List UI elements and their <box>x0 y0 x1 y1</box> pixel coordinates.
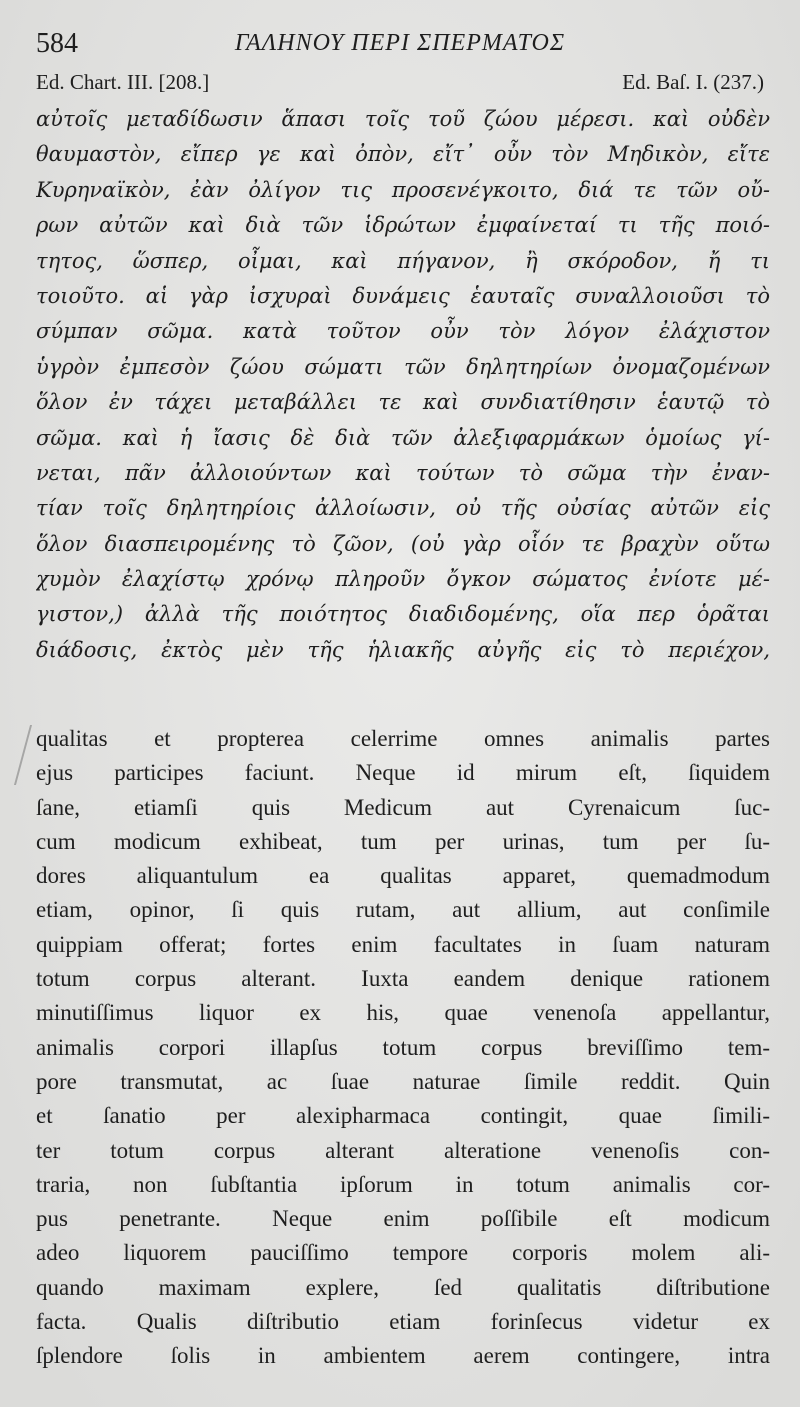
page-header <box>36 28 764 62</box>
latin-text-line: ter totum corpus alterant alteratione venenoſis con- <box>36 1137 770 1163</box>
greek-text-line: χυμὸν ἐλαχίστῳ χρόνῳ πληροῦν ὄγκον σώματος ἐνίοτε μέ- <box>36 567 770 592</box>
latin-text-line: qualitas et propterea celerrime omnes animalis partes <box>36 726 770 751</box>
edition-reference-line <box>36 70 764 98</box>
latin-text-line: pus penetrante. Neque enim poſſibile eſt modicum <box>36 1206 770 1232</box>
greek-text-line: τοιοῦτο. αἱ γὰρ ἰσχυραὶ δυνάμεις ἑαυταῖς συναλλοιοῦσι τὸ <box>36 283 770 308</box>
greek-text-line: γιστον,) ἀλλὰ τῆς ποιότητος διαδιδομένης, οἵα περ ὁρᾶται <box>36 602 770 627</box>
edition-reference-chartier: Ed. Chart. III. [208.] <box>36 70 210 94</box>
latin-text-line: totum corpus alterant. Iuxta eandem denique rationem <box>36 966 770 992</box>
page-number: 584 <box>36 28 78 59</box>
latin-text-line: dores aliquantulum ea qualitas apparet, quemadmodum <box>36 863 770 889</box>
latin-text-line: ejus participes faciunt. Neque id mirum eſt, ſiquidem <box>36 760 770 786</box>
greek-text-line: σύμπαν σῶμα. κατὰ τοῦτον οὖν τὸν λόγον ἐλάχιστον <box>36 319 770 344</box>
running-title: ΓΑΛΗΝΟΥ ΠΕΡΙ ΣΠΕΡΜΑΤΟΣ <box>234 30 566 56</box>
greek-text-line: τητος, ὥσπερ, οἶμαι, καὶ πήγανον, ἢ σκόροδον, ἤ τι <box>36 248 770 273</box>
latin-text-line: minutiſſimus liquor ex his, quae venenoſa appellantur, <box>36 1000 770 1026</box>
latin-text-line: animalis corpori illapſus totum corpus breviſſimo tem- <box>36 1034 770 1060</box>
greek-text-line: Κυρηναϊκὸν, ἐὰν ὀλίγον τις προσενέγκοιτο, διά τε τῶν οὔ- <box>36 177 770 202</box>
greek-text-line: ὅλον ἐν τάχει μεταβάλλει τε καὶ συνδιατίθησιν ἑαυτῷ τὸ <box>36 390 770 415</box>
latin-text-line: ſane, etiamſi quis Medicum aut Cyrenaicum ſuc- <box>36 794 770 820</box>
latin-text-line: quippiam offerat; fortes enim facultates in ſuam naturam <box>36 931 770 957</box>
latin-text-line: adeo liquorem pauciſſimo tempore corporis molem ali- <box>36 1240 770 1266</box>
margin-mark <box>0 725 32 785</box>
greek-text-line: αὐτοῖς μεταδίδωσιν ἅπασι τοῖς τοῦ ζώου μέρεσι. καὶ οὐδὲν <box>36 107 770 131</box>
latin-text-line: quando maximam explere, ſed qualitatis diſtributione <box>36 1274 770 1300</box>
greek-text-line: τίαν τοῖς δηλητηρίοις ἀλλοίωσιν, οὐ τῆς οὐσίας αὐτῶν εἰς <box>36 496 770 521</box>
latin-text-block <box>36 722 770 1374</box>
edition-reference-basel: Ed. Baſ. I. (237.) <box>622 70 764 94</box>
greek-text-block <box>36 102 770 668</box>
latin-text-line: ſplendore ſolis in ambientem aerem contingere, intra <box>36 1343 770 1369</box>
greek-text-line: θαυμαστὸν, εἴπερ γε καὶ ὀπὸν, εἴτ᾽ οὖν τὸν Μηδικὸν, εἴτε <box>36 142 770 167</box>
greek-text-line: ὅλον διασπειρομένης τὸ ζῶον, (οὐ γὰρ οἷόν τε βραχὺν οὕτω <box>36 531 770 556</box>
greek-text-line: ρων αὐτῶν καὶ διὰ τῶν ἱδρώτων ἐμφαίνεταί τι τῆς ποιό- <box>36 213 770 238</box>
latin-text-line: etiam, opinor, ſi quis rutam, aut allium, aut conſimile <box>36 897 770 923</box>
latin-text-line: cum modicum exhibeat, tum per urinas, tum per ſu- <box>36 828 770 854</box>
latin-text-line: pore transmutat, ac ſuae naturae ſimile reddit. Quin <box>36 1068 770 1094</box>
latin-text-line: et ſanatio per alexipharmaca contingit, quae ſimili- <box>36 1103 770 1129</box>
greek-text-line: σῶμα. καὶ ἡ ἴασις δὲ διὰ τῶν ἀλεξιφαρμάκων ὁμοίως γί- <box>36 425 770 450</box>
latin-text-line: traria, non ſubſtantia ipſorum in totum animalis cor- <box>36 1171 770 1197</box>
greek-text-line: ὑγρὸν ἐμπεσὸν ζώου σώματι τῶν δηλητηρίων ὀνομαζομένων <box>36 354 770 379</box>
latin-text-line: facta. Qualis diſtributio etiam forinſecus videtur ex <box>36 1309 770 1335</box>
greek-text-line: διάδοσις, ἐκτὸς μὲν τῆς ἡλιακῆς αὐγῆς εἰς τὸ περιέχον, <box>36 637 770 662</box>
greek-text-line: νεται, πᾶν ἀλλοιούντων καὶ τούτων τὸ σῶμα τὴν ἐναν- <box>36 460 770 485</box>
